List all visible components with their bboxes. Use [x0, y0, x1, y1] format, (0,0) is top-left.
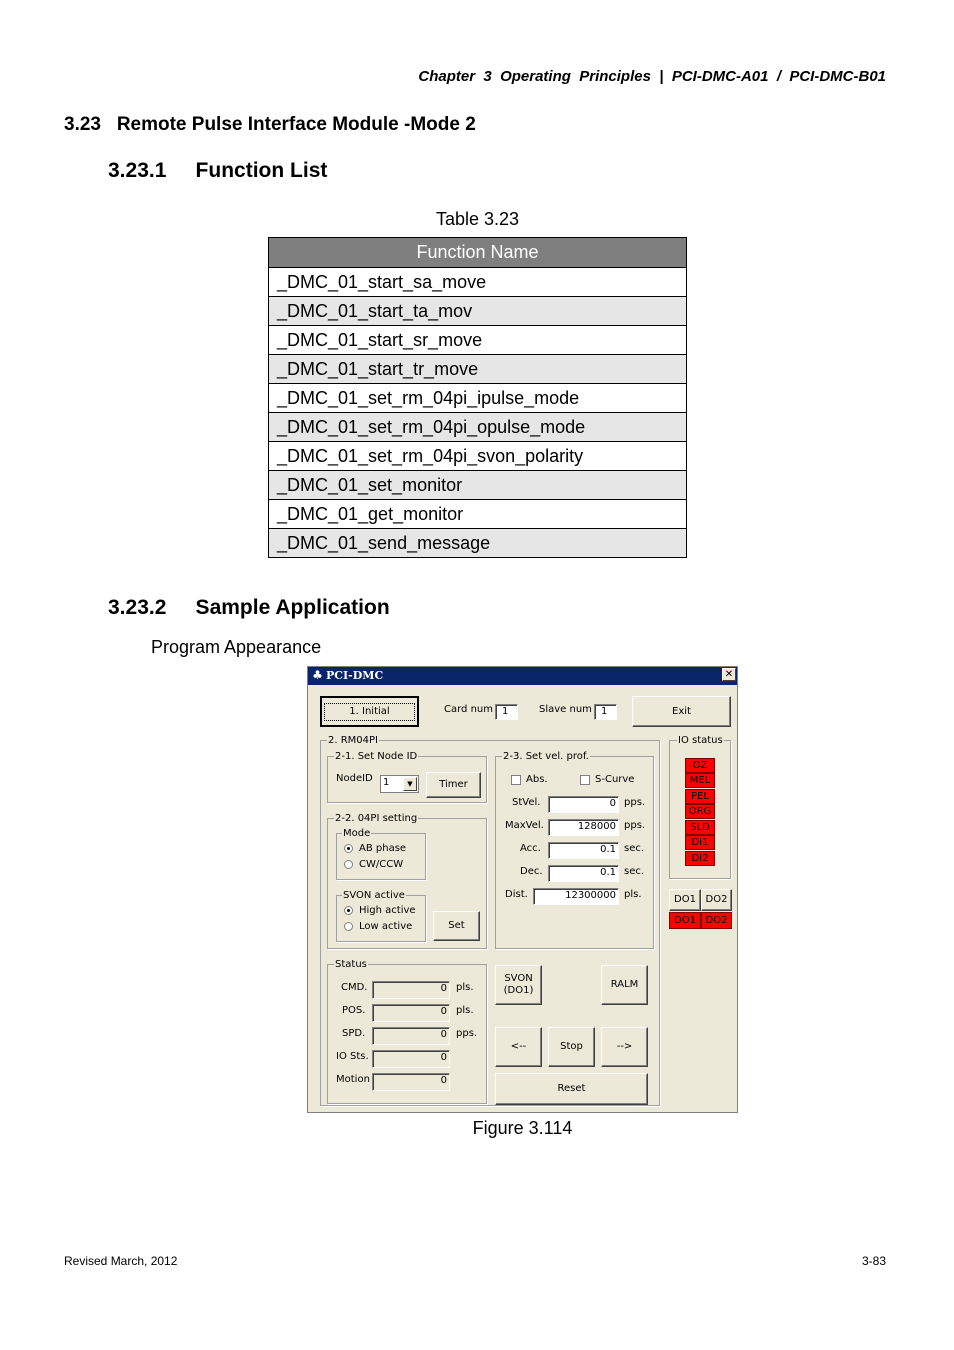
svon-low-label: Low active	[359, 921, 413, 932]
motion-value: 0	[372, 1073, 450, 1091]
table-row: _DMC_01_start_tr_move	[269, 355, 687, 384]
svon-group	[336, 895, 426, 942]
timer-button[interactable]: Timer	[426, 772, 481, 798]
abs-label: Abs.	[526, 774, 548, 785]
svon-group-label: SVON active	[343, 890, 405, 901]
stvel-label: StVel.	[512, 797, 541, 808]
set-button[interactable]: Set	[433, 911, 480, 941]
maxvel-input[interactable]: 128000	[548, 819, 619, 836]
pos-unit: pls.	[456, 1005, 474, 1016]
led-do2: DO2	[701, 912, 732, 929]
table-row: _DMC_01_start_sa_move	[269, 268, 687, 297]
card-num-input[interactable]: 1	[495, 704, 518, 720]
title-bar[interactable]	[308, 667, 737, 685]
window-title: PCI-DMC	[326, 669, 384, 682]
do1-button[interactable]: DO1	[669, 889, 701, 911]
pos-label: POS.	[342, 1005, 366, 1016]
footer-revised: Revised March, 2012	[64, 1254, 178, 1268]
footer-page-number: 3-83	[861, 1254, 886, 1268]
dec-input[interactable]: 0.1	[548, 865, 619, 882]
section-title: 3.23 Remote Pulse Interface Module -Mode 2	[64, 114, 476, 135]
maxvel-label: MaxVel.	[505, 820, 544, 831]
vel-profile-group-label: 2-3. Set vel. prof.	[503, 751, 589, 762]
mode-cw-radio[interactable]	[344, 860, 353, 869]
svon-high-radio[interactable]	[344, 906, 353, 915]
stop-button[interactable]: Stop	[548, 1027, 595, 1067]
exit-button[interactable]: Exit	[632, 696, 731, 727]
s-curve-checkbox[interactable]	[580, 775, 590, 785]
table-row: _DMC_01_set_rm_04pi_svon_polarity	[269, 442, 687, 471]
stvel-input[interactable]: 0	[548, 796, 619, 813]
svon-low-radio[interactable]	[344, 922, 353, 931]
led-org: ORG	[685, 804, 715, 819]
spd-label: SPD.	[342, 1028, 366, 1039]
status-group-label: Status	[335, 959, 367, 970]
acc-unit: sec.	[624, 843, 645, 854]
table-row: _DMC_01_set_monitor	[269, 471, 687, 500]
s-curve-label: S-Curve	[595, 774, 635, 785]
initial-button[interactable]	[320, 696, 419, 727]
table-header: Function Name	[269, 238, 687, 268]
mode-ab-radio[interactable]	[344, 844, 353, 853]
sample-application-heading: 3.23.2 Sample Application	[108, 596, 390, 619]
led-do1: DO1	[669, 912, 701, 929]
led-di2: DI2	[685, 851, 715, 866]
mode-group	[336, 833, 426, 880]
led-sld: SLD	[685, 820, 715, 835]
io-sts-value: 0	[372, 1050, 450, 1068]
card-num-label: Card num	[444, 704, 493, 715]
cmd-label: CMD.	[341, 982, 368, 993]
program-appearance-label: Program Appearance	[151, 637, 322, 657]
chevron-down-icon[interactable]: ▼	[403, 777, 417, 791]
abs-checkbox[interactable]	[511, 775, 521, 785]
mode-group-label: Mode	[343, 828, 371, 839]
slave-num-input[interactable]: 1	[594, 704, 617, 720]
table-row: _DMC_01_set_rm_04pi_ipulse_mode	[269, 384, 687, 413]
acc-label: Acc.	[520, 843, 541, 854]
node-id-value: 1	[383, 777, 390, 788]
function-table	[268, 237, 687, 558]
setting-group-label: 2-2. 04PI setting	[335, 813, 418, 824]
do2-button[interactable]: DO2	[701, 889, 732, 911]
cmd-value: 0	[372, 981, 450, 999]
table-row: _DMC_01_start_sr_move	[269, 326, 687, 355]
acc-input[interactable]: 0.1	[548, 842, 619, 859]
node-id-select[interactable]	[380, 775, 419, 793]
svon-button[interactable]: SVON (DO1)	[495, 965, 542, 1005]
ralm-button[interactable]: RALM	[601, 965, 648, 1005]
table-row: _DMC_01_get_monitor	[269, 500, 687, 529]
io-sts-label: IO Sts.	[336, 1051, 369, 1062]
dec-label: Dec.	[520, 866, 543, 877]
motion-label: Motion	[336, 1074, 370, 1085]
figure-caption: Figure 3.114	[472, 1118, 573, 1138]
spd-value: 0	[372, 1027, 450, 1045]
pci-dmc-window	[307, 666, 738, 1113]
app-icon: ♣	[312, 668, 323, 682]
jog-right-button[interactable]: -->	[601, 1027, 648, 1067]
table-row: _DMC_01_set_rm_04pi_opulse_mode	[269, 413, 687, 442]
dist-unit: pls.	[624, 889, 642, 900]
maxvel-unit: pps.	[624, 820, 646, 831]
svon-high-label: High active	[359, 905, 416, 916]
dist-label: Dist.	[505, 889, 528, 900]
table-row: _DMC_01_send_message	[269, 529, 687, 558]
pos-value: 0	[372, 1004, 450, 1022]
table-row: _DMC_01_start_ta_mov	[269, 297, 687, 326]
set-node-group-label: 2-1. Set Node ID	[335, 751, 418, 762]
chapter-header: Chapter 3 Operating Principles | PCI-DMC-A01 / PCI-DMC-B01	[418, 68, 886, 85]
mode-ab-label: AB phase	[359, 843, 407, 854]
dec-unit: sec.	[624, 866, 645, 877]
io-status-group-label: IO status	[678, 735, 723, 746]
led-di1: DI1	[685, 835, 715, 850]
led-oz: OZ	[685, 758, 715, 773]
cmd-unit: pls.	[456, 982, 474, 993]
led-mel: MEL	[685, 773, 715, 788]
close-button[interactable]: ✕	[722, 668, 736, 681]
function-list-heading: 3.23.1 Function List	[108, 159, 328, 182]
table-caption: Table 3.23	[435, 209, 520, 229]
jog-left-button[interactable]: <--	[495, 1027, 542, 1067]
stvel-unit: pps.	[624, 797, 646, 808]
slave-num-label: Slave num	[539, 704, 592, 715]
mode-cw-label: CW/CCW	[359, 859, 404, 870]
rm04pi-group-label: 2. RM04PI	[328, 735, 378, 746]
reset-button[interactable]: Reset	[495, 1073, 648, 1105]
node-id-label: NodeID	[336, 773, 373, 784]
led-pel: PEL	[685, 789, 715, 804]
initial-button-label: 1. Initial	[324, 703, 414, 721]
spd-unit: pps.	[456, 1028, 478, 1039]
dist-input[interactable]: 12300000	[533, 888, 619, 905]
